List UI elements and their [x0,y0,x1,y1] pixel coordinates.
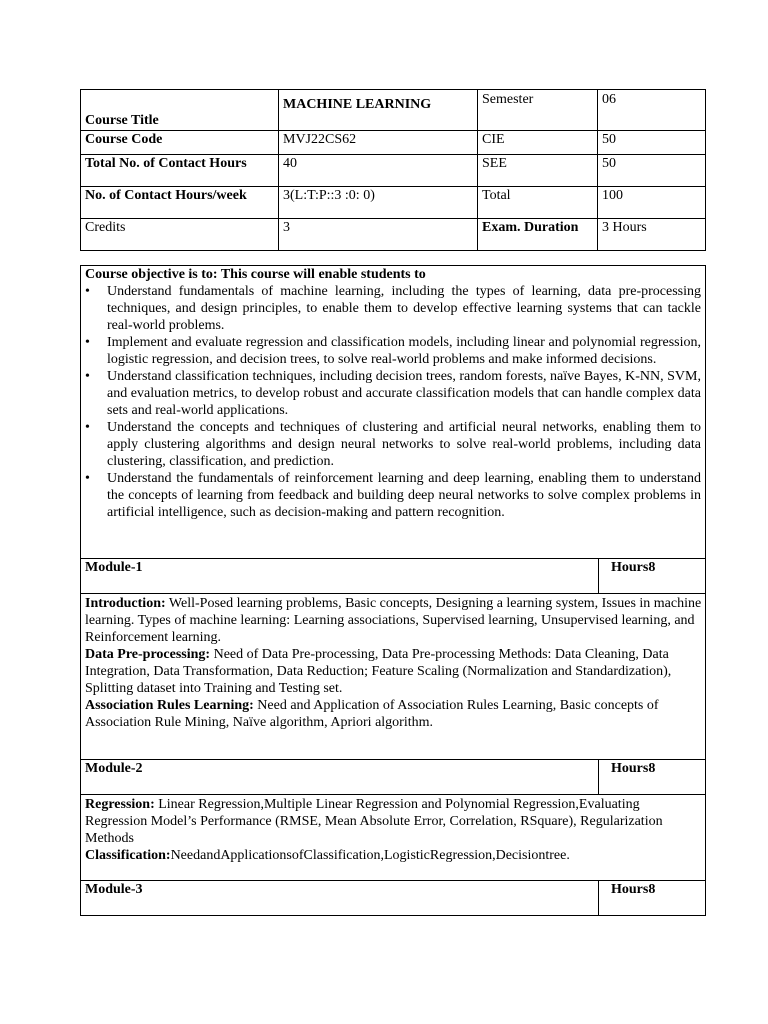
module-1-section: Introduction: Well-Posed learning problems, Basic concepts, Designing a learning system, Issues in machine learning. Types of machine learning: Learning associations, Supervised learning, Unsupervised learning, and Reinforcement learning. [85,596,702,645]
bullet-icon: • [85,284,90,299]
module-1-hours: Hours8 [599,559,706,594]
module-2-section: Regression: Linear Regression,Multiple Linear Regression and Polynomial Regression,Evaluating Regression Model’s Performance (RMSE, Mean Absolute Error, Correlation, RSquare), Regularization Methods [85,797,663,846]
objective-item: • Understand the fundamentals of reinforcement learning and deep learning, enabling them to understand the concepts of learning from feedback and building deep neural networks to solve complex problems in artificial intelligence, such as decision-making and pattern recognition. [85,471,701,520]
see-value: 50 [598,155,706,187]
module-1-section: Data Pre-processing: Need of Data Pre-processing, Data Pre-processing Methods: Data Cleaning, Data Integration, Data Transformation, Data Reduction; Feature Scaling (Normalization and Standardization), Splitting dataset into Training and Testing set. [85,647,672,696]
course-info-table [80,89,706,251]
module-3-hours: Hours8 [599,881,706,916]
bullet-icon: • [85,420,90,435]
semester-value: 06 [598,90,706,131]
bullet-icon: • [85,369,90,384]
module-1-content [81,594,706,760]
module-1-title: Module-1 [81,559,599,594]
module-2-hours: Hours8 [599,760,706,795]
exam-duration-label: Exam. Duration [478,219,598,251]
course-code-value: MVJ22CS62 [279,131,478,155]
objectives-list [85,283,701,521]
objective-item: • Understand the concepts and techniques of clustering and artificial neural networks, enabling them to apply clustering algorithms and design neural networks to solve real-world problems, including data clustering, classification, and prediction. [85,420,701,469]
module-3-title: Module-3 [81,881,599,916]
hours-per-week-value: 3(L:T:P::3 :0: 0) [279,187,478,219]
info-row [81,187,706,219]
bullet-icon: • [85,471,90,486]
info-row [81,131,706,155]
info-row [81,219,706,251]
info-row [81,90,706,131]
cie-value: 50 [598,131,706,155]
exam-duration-value: 3 Hours [598,219,706,251]
module-body-row [81,594,706,760]
module-2-section: Classification:NeedandApplicationsofClassification,LogisticRegression,Decisiontree. [85,848,570,863]
contact-hours-value: 40 [279,155,478,187]
module-header-row [81,559,706,594]
total-value: 100 [598,187,706,219]
course-code-label: Course Code [81,131,279,155]
course-title-label: Course Title [81,90,279,131]
objective-item: • Understand fundamentals of machine learning, including the types of learning, data pre-processing techniques, and design principles, to enable them to develop effective learning systems that can tackle real-world problems. [85,284,701,333]
see-label: SEE [478,155,598,187]
module-body-row [81,795,706,881]
objectives-cell [81,266,706,559]
objectives-heading: Course objective is to: This course will enable students to [85,267,426,282]
module-2-content [81,795,706,881]
cie-label: CIE [478,131,598,155]
contact-hours-label: Total No. of Contact Hours [81,155,279,187]
module-header-row [81,760,706,795]
module-2-title: Module-2 [81,760,599,795]
bullet-icon: • [85,335,90,350]
total-label: Total [478,187,598,219]
objective-item: • Implement and evaluate regression and classification models, including linear and polynomial regression, logistic regression, and decision trees, to solve real-world problems and make informed decisions. [85,335,701,367]
info-row [81,155,706,187]
module-header-row [81,881,706,916]
course-title-value: MACHINE LEARNING [279,90,478,131]
credits-label: Credits [81,219,279,251]
module-1-section: Association Rules Learning: Need and Application of Association Rules Learning, Basic concepts of Association Rule Mining, Naïve algorithm, Apriori algorithm. [85,698,659,730]
objective-item: • Understand classification techniques, including decision trees, random forests, naïve Bayes, K-NN, SVM, and evaluation metrics, to develop robust and accurate classification models that can handle complex data sets and real-world applications. [85,369,701,418]
credits-value: 3 [279,219,478,251]
syllabus-table [80,265,706,916]
hours-per-week-label: No. of Contact Hours/week [81,187,279,219]
objectives-row [81,266,706,559]
semester-label: Semester [478,90,598,131]
